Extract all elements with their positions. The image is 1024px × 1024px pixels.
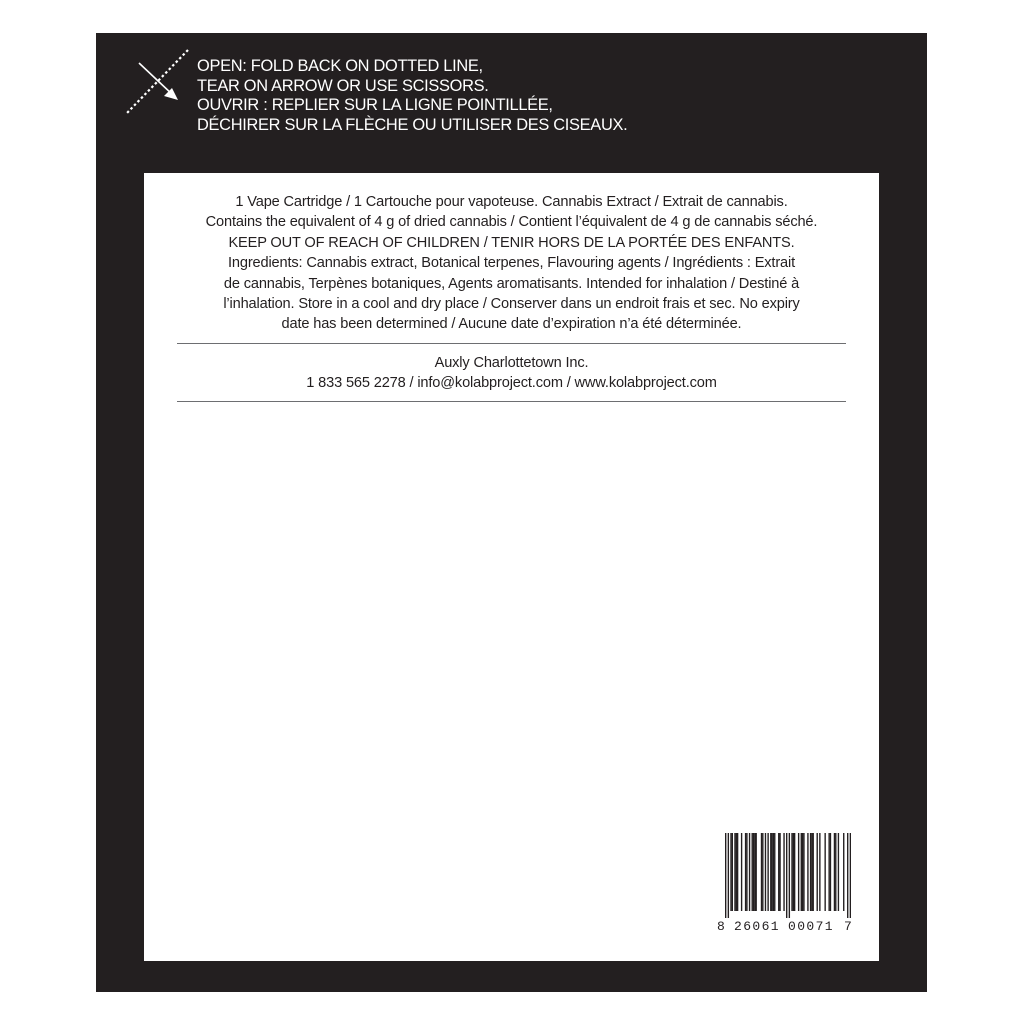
barcode-bar <box>752 833 753 911</box>
barcode-bar <box>761 833 762 911</box>
barcode-bar <box>779 833 780 911</box>
barcode-bar <box>830 833 831 911</box>
barcode-right-digits: 00071 <box>788 919 835 934</box>
barcode-bar <box>838 833 839 911</box>
barcode-bar <box>801 833 802 911</box>
barcode-bar <box>843 833 844 911</box>
barcode-bars <box>725 833 851 918</box>
barcode-bar <box>791 833 792 911</box>
barcode-bar <box>778 833 779 911</box>
barcode-bar <box>737 833 738 911</box>
barcode-bar <box>786 833 787 918</box>
barcode-bar <box>745 833 746 911</box>
barcode-bar <box>802 833 803 911</box>
barcode-bar <box>850 833 851 918</box>
company-contact: 1 833 565 2278 / info@kolabproject.com / www.kolabproject.com <box>306 375 717 392</box>
product-info-line: Contains the equivalent of 4 g of dried cannabis / Contient l’équivalent de 4 g de cannabis séché. <box>205 214 818 231</box>
storage-line: l’inhalation. Store in a cool and dry place / Conserver dans un endroit frais et sec. No expiry <box>223 296 800 313</box>
company-info <box>144 353 879 394</box>
barcode-bar <box>756 833 757 911</box>
barcode-bar <box>824 833 825 911</box>
open-instructions <box>197 57 627 136</box>
barcode-bar <box>732 833 733 911</box>
barcode-bar <box>753 833 754 911</box>
product-info-line: 1 Vape Cartridge / 1 Cartouche pour vapoteuse. Cannabis Extract / Extrait de cannabis. <box>235 194 788 210</box>
barcode-bar <box>819 833 820 911</box>
barcode-bar <box>807 833 808 911</box>
barcode-first-digit: 8 <box>717 919 727 934</box>
barcode-bar <box>794 833 795 911</box>
barcode-bar <box>767 833 768 911</box>
expiry-line: date has been determined / Aucune date d’expiration n’a été déterminée. <box>281 316 742 333</box>
barcode-bar <box>773 833 774 911</box>
open-instruction-line: TEAR ON ARROW OR USE SCISSORS. <box>197 76 489 95</box>
barcode-bar <box>765 833 766 911</box>
barcode-bar <box>834 833 835 911</box>
barcode-bar <box>803 833 804 911</box>
barcode-bar <box>774 833 775 911</box>
barcode-bar <box>828 833 829 911</box>
ingredients-line: de cannabis, Terpènes botaniques, Agents aromatisants. Intended for inhalation / Destiné à <box>223 275 800 292</box>
barcode-bar <box>811 833 812 911</box>
barcode-bar <box>728 833 729 918</box>
barcode-bar <box>754 833 755 911</box>
barcode-bar <box>762 833 763 911</box>
open-instruction-line: OPEN: FOLD BACK ON DOTTED LINE, <box>197 57 483 75</box>
barcode-check-digit: 7 <box>844 919 854 934</box>
barcode-bar <box>725 833 726 918</box>
divider-top <box>177 343 846 344</box>
barcode-bar <box>810 833 811 911</box>
open-instruction-line: OUVRIR : REPLIER SUR LA LIGNE POINTILLÉE, <box>197 96 553 115</box>
open-instruction-line: DÉCHIRER SUR LA FLÈCHE OU UTILISER DES CISEAUX. <box>197 116 628 135</box>
barcode <box>717 831 854 945</box>
barcode-bar <box>770 833 771 911</box>
barcode-bar <box>793 833 794 911</box>
tear-arrow-icon <box>124 48 190 118</box>
barcode-bar <box>817 833 818 911</box>
divider-bottom <box>177 401 846 402</box>
label-panel <box>144 173 879 961</box>
barcode-bar <box>798 833 799 911</box>
barcode-bar <box>813 833 814 911</box>
barcode-left-digits: 26061 <box>734 919 781 934</box>
barcode-bar <box>734 833 735 911</box>
barcode-bar <box>835 833 836 911</box>
barcode-bar <box>749 833 750 911</box>
product-info <box>144 192 879 335</box>
warning-line: KEEP OUT OF REACH OF CHILDREN / TENIR HORS DE LA PORTÉE DES ENFANTS. <box>228 234 795 251</box>
company-name: Auxly Charlottetown Inc. <box>434 355 589 371</box>
barcode-bar <box>741 833 742 911</box>
barcode-bar <box>730 833 731 911</box>
barcode-bar <box>789 833 790 918</box>
ingredients-line: Ingredients: Cannabis extract, Botanical terpenes, Flavouring agents / Ingrédients : Extrait <box>227 255 796 272</box>
barcode-bar <box>847 833 848 918</box>
barcode-bar <box>771 833 772 911</box>
barcode-bar <box>783 833 784 911</box>
barcode-bar <box>746 833 747 911</box>
barcode-bar <box>736 833 737 911</box>
